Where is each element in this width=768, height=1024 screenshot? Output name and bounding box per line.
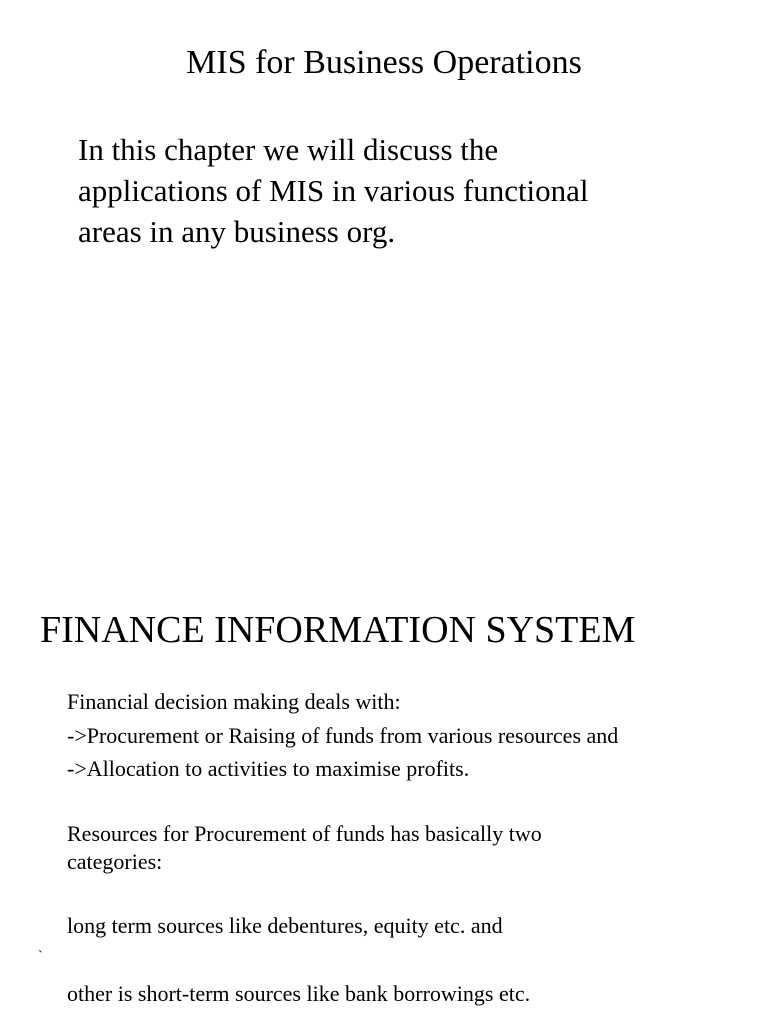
body-line: In this chapter we will discuss the: [78, 132, 499, 167]
slide-body-text: [78, 129, 718, 252]
stray-mark: `: [38, 949, 43, 964]
body-line: Financial decision making deals with:: [67, 689, 401, 714]
bullet-line-procurement: ->Procurement or Raising of funds from various resources and: [67, 723, 619, 748]
body-line: Resources for Procurement of funds has basically two: [67, 821, 542, 846]
body-line-long-term: long term sources like debentures, equity etc. and: [67, 913, 503, 938]
body-line: areas in any business org.: [78, 214, 396, 249]
body-line: applications of MIS in various functional: [78, 173, 589, 208]
bullet-line-allocation: ->Allocation to activities to maximise profits.: [67, 756, 470, 781]
body-line: categories:: [67, 849, 163, 874]
slide-title: MIS for Business Operations: [186, 44, 582, 81]
body-line-short-term: other is short-term sources like bank borrowings etc.: [67, 981, 531, 1006]
slide-finance-information-system: [0, 512, 768, 1024]
slide-title: FINANCE INFORMATION SYSTEM: [40, 609, 636, 651]
